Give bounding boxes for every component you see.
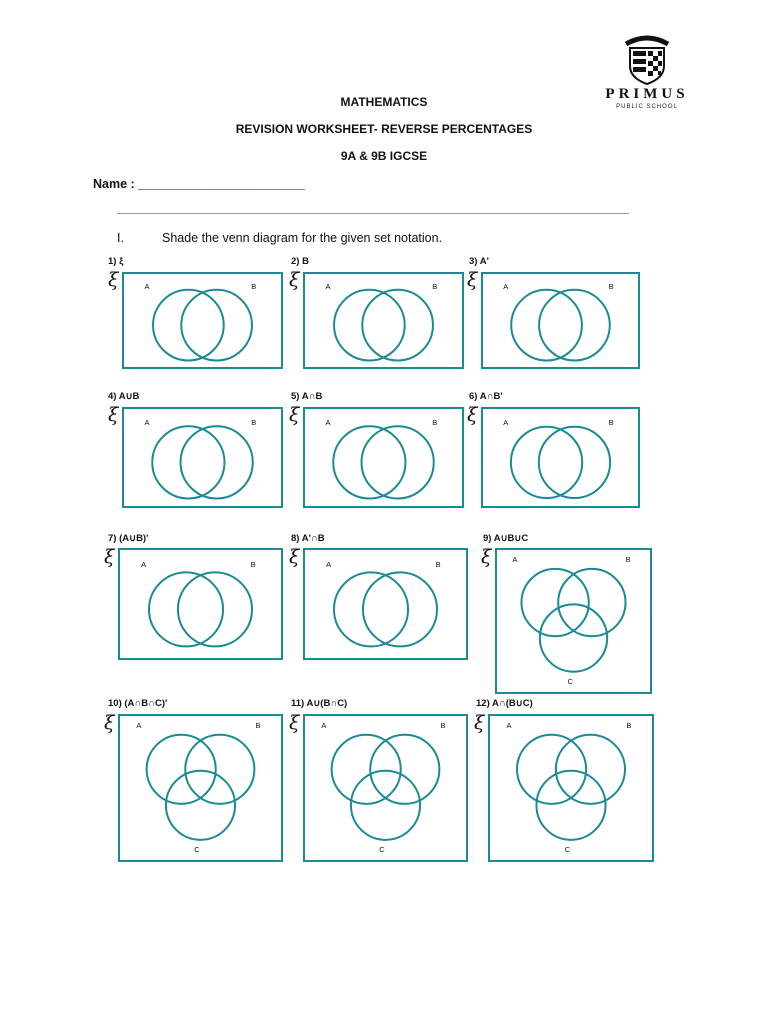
set-a-circle[interactable]	[334, 290, 405, 361]
set-a-circle[interactable]	[333, 426, 405, 498]
venn-circles	[305, 716, 466, 860]
set-label-a: A	[144, 282, 150, 292]
universal-set-symbol: ξ	[474, 712, 485, 734]
set-b-circle[interactable]	[362, 426, 434, 498]
set-a-circle[interactable]	[521, 569, 588, 636]
universal-set-symbol: ξ	[467, 404, 478, 426]
universal-set-symbol: ξ	[481, 546, 492, 568]
set-a-circle[interactable]	[334, 572, 408, 646]
set-a-circle[interactable]	[511, 427, 582, 498]
venn-circles	[120, 716, 281, 860]
set-b-circle[interactable]	[181, 426, 253, 498]
universal-set-symbol: ξ	[289, 269, 300, 291]
set-label-b: B	[625, 554, 631, 564]
logo-school-subtitle: PUBLIC SCHOOL	[616, 104, 678, 110]
grade-line: 9A & 9B IGCSE	[340, 149, 428, 163]
question-label-3: 3) A'	[469, 256, 489, 267]
universal-set-symbol: ξ	[289, 546, 300, 568]
universal-set-symbol: ξ	[467, 269, 478, 291]
set-b-circle[interactable]	[556, 735, 625, 804]
set-label-a: A	[136, 721, 142, 731]
instruction-numeral: I.	[117, 231, 124, 245]
set-label-a: A	[503, 417, 509, 427]
school-crest-icon	[622, 30, 672, 86]
set-b-circle[interactable]	[558, 569, 625, 636]
set-b-circle[interactable]	[370, 735, 439, 804]
venn-diagram-1[interactable]	[122, 272, 283, 369]
universal-set-symbol: ξ	[108, 404, 119, 426]
set-a-circle[interactable]	[332, 735, 401, 804]
set-label-b: B	[251, 282, 257, 292]
set-label-b: B	[626, 721, 632, 731]
venn-circles	[497, 550, 650, 692]
set-label-b: B	[608, 282, 614, 292]
venn-diagram-2[interactable]	[303, 272, 464, 369]
set-b-circle[interactable]	[178, 572, 252, 646]
venn-diagram-3[interactable]	[481, 272, 640, 369]
question-label-5: 5) A∩B	[291, 391, 323, 402]
universal-set-symbol: ξ	[104, 712, 115, 734]
question-label-10: 10) (A∩B∩C)'	[108, 698, 168, 709]
set-a-circle[interactable]	[153, 290, 224, 361]
universal-set-symbol: ξ	[289, 712, 300, 734]
set-a-circle[interactable]	[147, 735, 216, 804]
set-b-circle[interactable]	[181, 290, 252, 361]
venn-diagram-5[interactable]	[303, 407, 464, 508]
set-label-a: A	[144, 417, 150, 427]
set-c-circle[interactable]	[166, 771, 235, 840]
set-label-a: A	[326, 560, 332, 570]
question-label-4: 4) A∪B	[108, 391, 140, 402]
set-label-c: C	[567, 677, 573, 687]
set-label-a: A	[325, 282, 331, 292]
set-c-circle[interactable]	[536, 771, 605, 840]
set-label-b: B	[435, 560, 441, 570]
venn-diagram-6[interactable]	[481, 407, 640, 508]
set-label-b: B	[440, 721, 446, 731]
universal-set-symbol: ξ	[289, 404, 300, 426]
set-label-a: A	[325, 417, 331, 427]
venn-diagram-9[interactable]	[495, 548, 652, 694]
question-label-9: 9) A∪B∪C	[483, 533, 529, 544]
set-label-b: B	[608, 417, 614, 427]
venn-diagram-7[interactable]	[118, 548, 283, 660]
set-b-circle[interactable]	[539, 290, 610, 361]
set-c-circle[interactable]	[540, 604, 607, 671]
question-label-7: 7) (A∪B)'	[108, 533, 149, 544]
set-label-c: C	[379, 844, 385, 854]
set-c-circle[interactable]	[351, 771, 420, 840]
venn-diagram-12[interactable]	[488, 714, 654, 862]
question-label-11: 11) A∪(B∩C)	[291, 698, 348, 709]
worksheet-title: REVISION WORKSHEET- REVERSE PERCENTAGES	[235, 122, 533, 136]
set-label-b: B	[255, 721, 261, 731]
set-a-circle[interactable]	[517, 735, 586, 804]
venn-diagram-8[interactable]	[303, 548, 468, 660]
universal-set-symbol: ξ	[108, 269, 119, 291]
question-label-6: 6) A∩B'	[469, 391, 503, 402]
set-label-a: A	[141, 560, 147, 570]
question-label-8: 8) A'∩B	[291, 533, 325, 544]
venn-circles	[490, 716, 652, 860]
question-label-1: 1) ξ	[108, 256, 124, 267]
set-b-circle[interactable]	[185, 735, 254, 804]
universal-set-symbol: ξ	[104, 546, 115, 568]
set-label-b: B	[251, 417, 257, 427]
question-label-12: 12) A∩(B∪C)	[476, 698, 533, 709]
set-b-circle[interactable]	[362, 290, 433, 361]
divider	[117, 213, 629, 214]
set-a-circle[interactable]	[511, 290, 582, 361]
set-label-b: B	[432, 417, 438, 427]
set-label-c: C	[194, 844, 200, 854]
set-label-a: A	[506, 721, 512, 731]
set-label-a: A	[503, 282, 509, 292]
name-field[interactable]: Name : ________________________	[93, 177, 305, 191]
venn-diagram-11[interactable]	[303, 714, 468, 862]
set-b-circle[interactable]	[539, 427, 610, 498]
instruction-text: Shade the venn diagram for the given set notation.	[162, 231, 443, 245]
set-label-a: A	[321, 721, 327, 731]
set-label-a: A	[512, 554, 518, 564]
venn-diagram-4[interactable]	[122, 407, 283, 508]
set-label-b: B	[250, 560, 256, 570]
logo-school-name: PRIMUS	[605, 86, 689, 102]
subject-heading: MATHEMATICS	[340, 95, 428, 109]
set-label-b: B	[432, 282, 438, 292]
set-a-circle[interactable]	[149, 572, 223, 646]
question-label-2: 2) B	[291, 256, 309, 267]
set-label-c: C	[564, 844, 571, 854]
set-b-circle[interactable]	[363, 572, 437, 646]
set-a-circle[interactable]	[152, 426, 224, 498]
venn-diagram-10[interactable]	[118, 714, 283, 862]
